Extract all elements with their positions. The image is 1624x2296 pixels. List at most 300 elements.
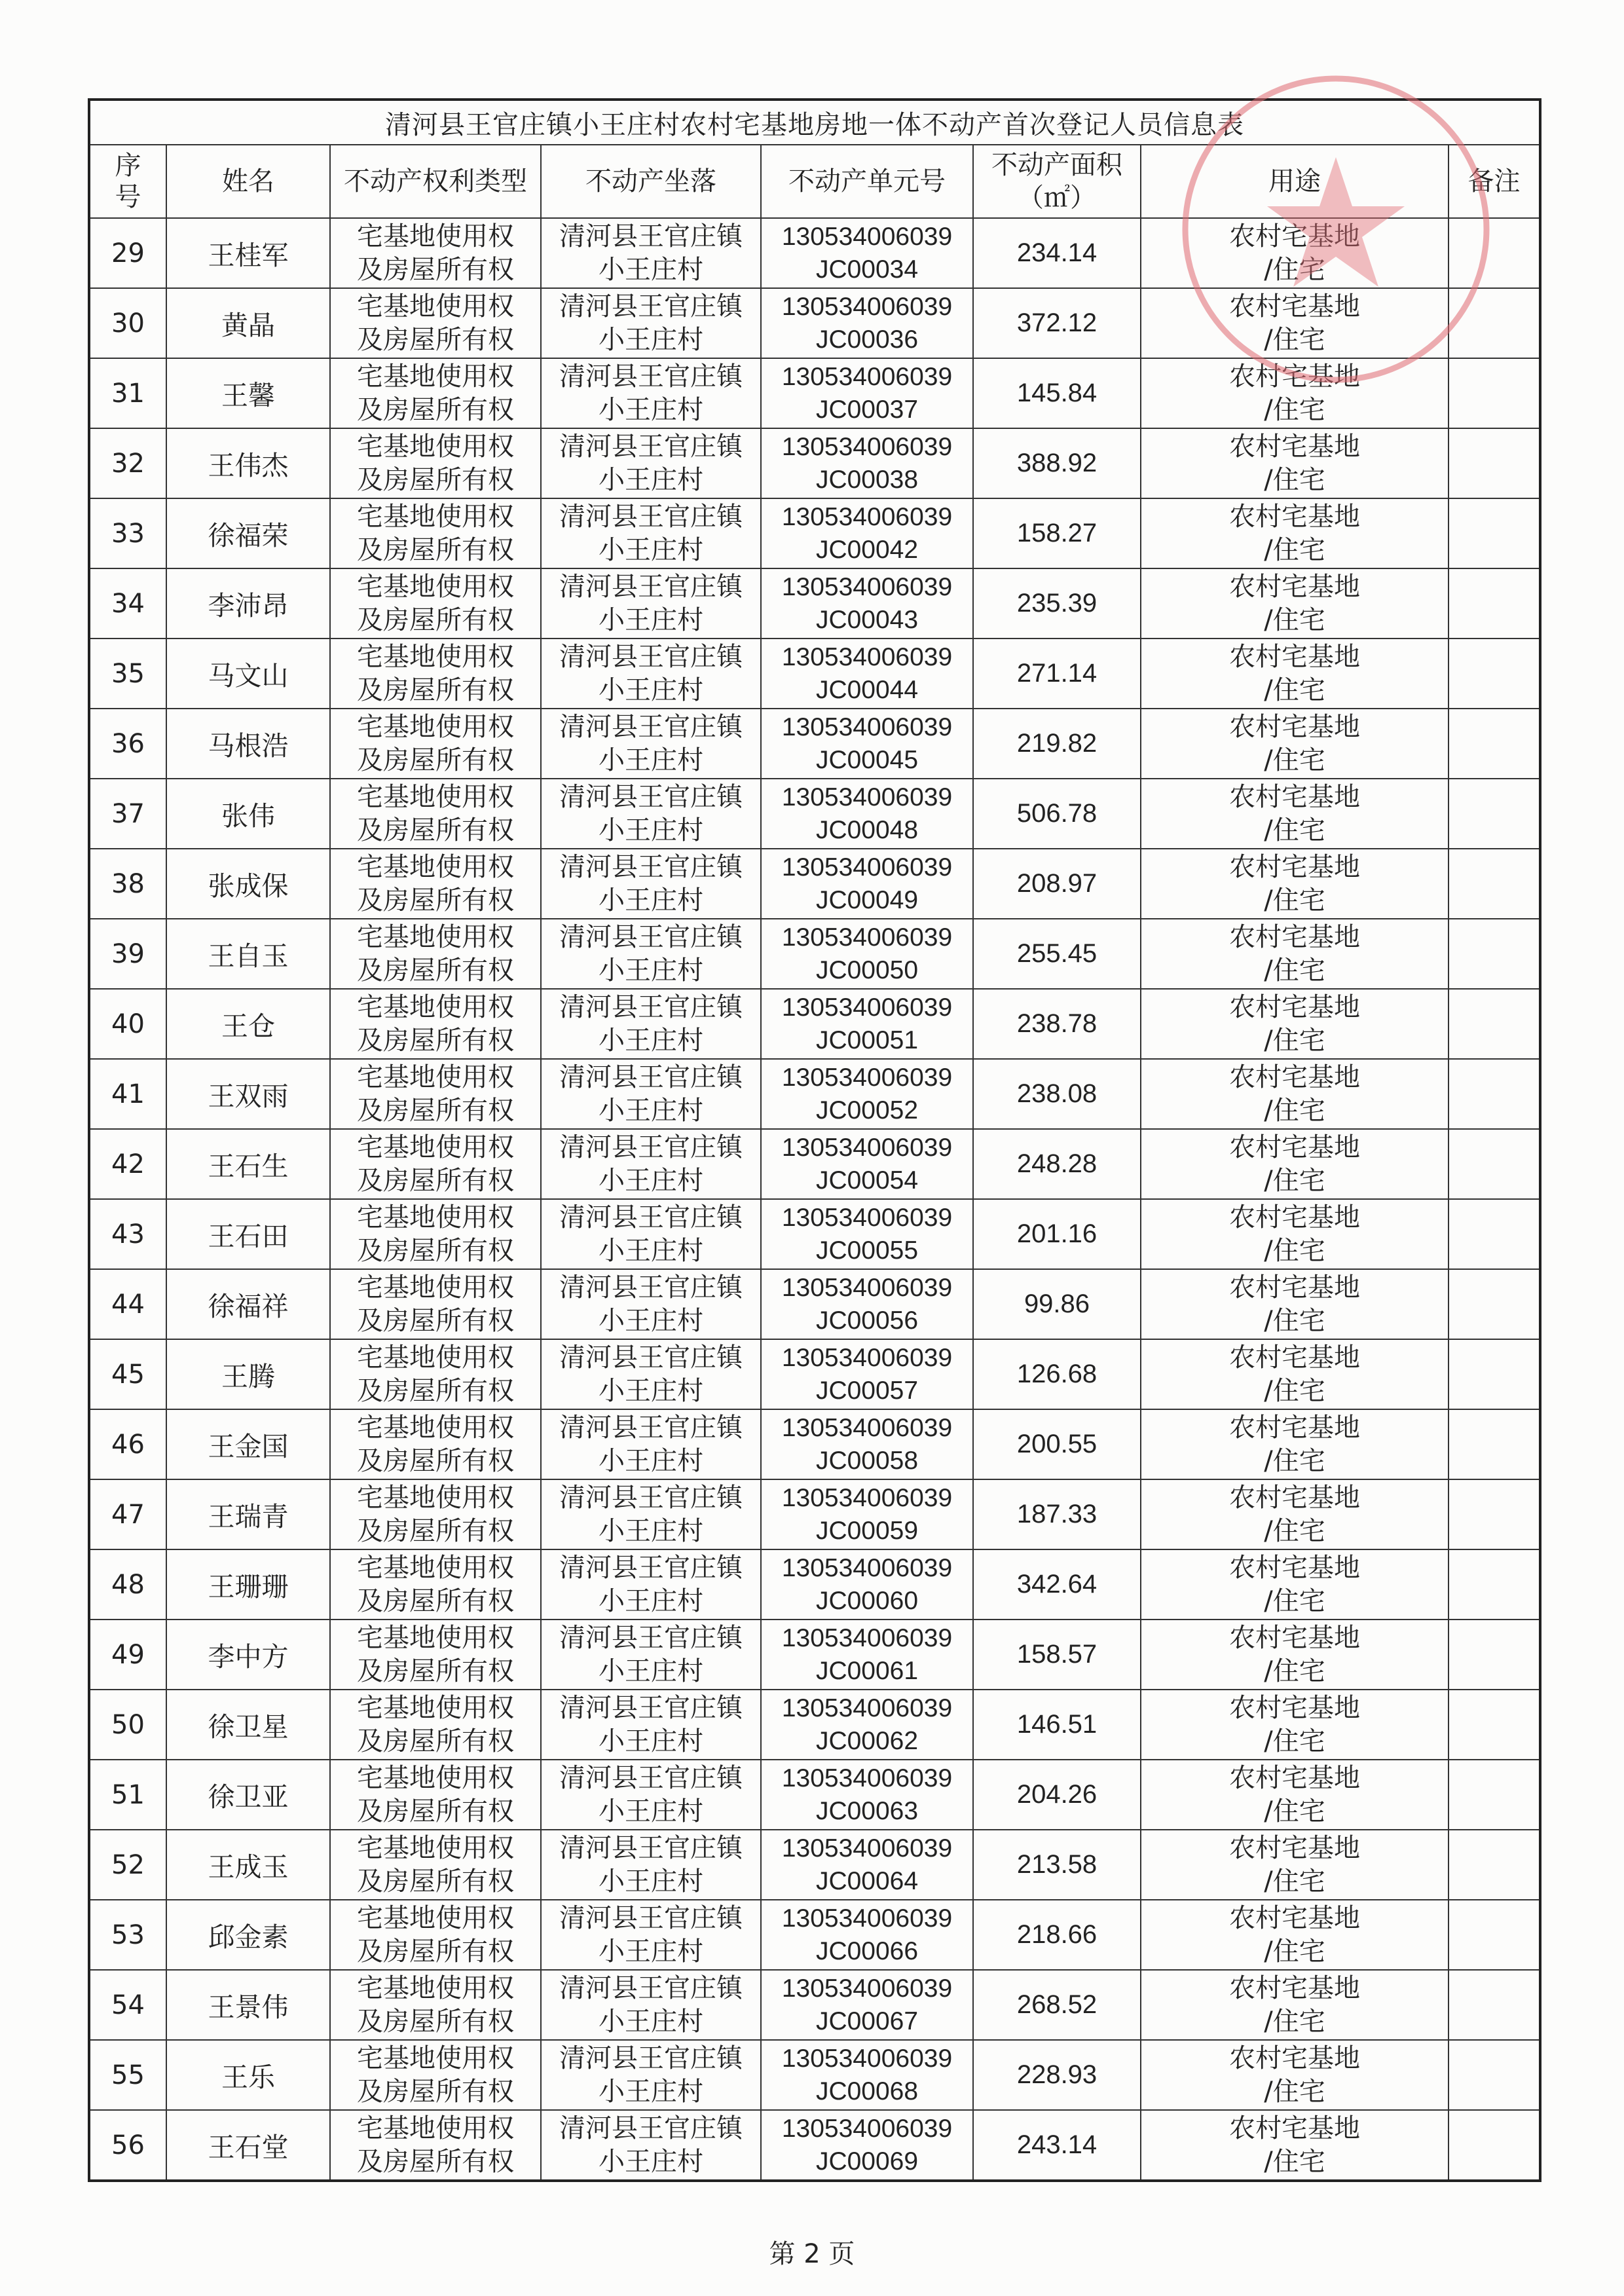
row-remark [1449, 1129, 1540, 1199]
right-type-line2: 及房屋所有权 [357, 1585, 514, 1616]
right-type-line1: 宅基地使用权 [357, 1552, 514, 1583]
right-type-line1: 宅基地使用权 [357, 711, 514, 742]
unit-no-line2: JC00061 [815, 1656, 919, 1685]
right-type-line1: 宅基地使用权 [357, 361, 514, 392]
right-type-line1: 宅基地使用权 [357, 1132, 514, 1162]
location-line1: 清河县王官庄镇 [559, 1832, 743, 1863]
usage-line2: /住宅 [1264, 1656, 1325, 1686]
right-type-line1: 宅基地使用权 [357, 1062, 514, 1092]
location-line1: 清河县王官庄镇 [559, 641, 743, 672]
unit-no-line1: 130534006039 [781, 1623, 953, 1652]
usage-line1: 农村宅基地 [1229, 361, 1360, 392]
row-remark [1449, 1269, 1540, 1339]
usage-line2: /住宅 [1264, 1445, 1325, 1476]
location-line2: 小王庄村 [599, 1656, 703, 1686]
location-line1: 清河县王官庄镇 [559, 1412, 743, 1443]
row-right-type [330, 1269, 541, 1339]
location-line1: 清河县王官庄镇 [559, 991, 743, 1022]
right-type-line1: 宅基地使用权 [357, 991, 514, 1022]
unit-no-line1: 130534006039 [781, 1764, 953, 1792]
usage-line2: /住宅 [1264, 1025, 1325, 1056]
location-line2: 小王庄村 [599, 394, 703, 425]
unit-no-line1: 130534006039 [781, 1904, 953, 1933]
right-type-line1: 宅基地使用权 [357, 1202, 514, 1232]
unit-no-line2: JC00066 [815, 1936, 919, 1965]
row-usage [1141, 428, 1449, 498]
right-type-line1: 宅基地使用权 [357, 1692, 514, 1723]
location-line1: 清河县王官庄镇 [559, 2113, 743, 2143]
row-area: 158.57 [973, 1620, 1141, 1690]
table-title: 清河县王官庄镇小王庄村农村宅基地房地一体不动产首次登记人员信息表 [89, 100, 1540, 145]
table-row [89, 2040, 1540, 2110]
unit-no-line1: 130534006039 [781, 572, 953, 601]
unit-no-line2: JC00034 [815, 255, 919, 284]
right-type-line1: 宅基地使用权 [357, 291, 514, 322]
row-name: 王馨 [166, 358, 330, 428]
location-line1: 清河县王官庄镇 [559, 781, 743, 812]
row-unit-no [761, 1970, 973, 2040]
row-location [541, 358, 761, 428]
unit-no-line2: JC00058 [815, 1446, 919, 1475]
row-remark [1449, 288, 1540, 358]
row-location [541, 1479, 761, 1549]
unit-no-line1: 130534006039 [781, 1133, 953, 1162]
row-no: 46 [89, 1409, 166, 1479]
row-area: 126.68 [973, 1339, 1141, 1409]
right-type-line2: 及房屋所有权 [357, 2146, 514, 2177]
row-no: 37 [89, 779, 166, 849]
row-area: 208.97 [973, 849, 1141, 919]
row-location [541, 2110, 761, 2181]
row-usage [1141, 1409, 1449, 1479]
unit-no-line1: 130534006039 [781, 1974, 953, 2003]
location-line2: 小王庄村 [599, 1585, 703, 1616]
usage-line1: 农村宅基地 [1229, 1272, 1360, 1303]
usage-line2: /住宅 [1264, 1235, 1325, 1266]
row-area: 342.64 [973, 1549, 1141, 1620]
location-line2: 小王庄村 [599, 1025, 703, 1056]
location-line2: 小王庄村 [599, 1305, 703, 1336]
location-line1: 清河县王官庄镇 [559, 1202, 743, 1232]
table-row [89, 1479, 1540, 1549]
row-name: 黄晶 [166, 288, 330, 358]
row-unit-no [761, 709, 973, 779]
right-type-line2: 及房屋所有权 [357, 534, 514, 565]
row-area: 200.55 [973, 1409, 1141, 1479]
usage-line2: /住宅 [1264, 1726, 1325, 1756]
right-type-line1: 宅基地使用权 [357, 221, 514, 251]
row-remark [1449, 498, 1540, 568]
usage-line1: 农村宅基地 [1229, 1832, 1360, 1863]
row-name: 张成保 [166, 849, 330, 919]
row-name: 王石田 [166, 1199, 330, 1269]
row-right-type [330, 1479, 541, 1549]
table-row [89, 639, 1540, 709]
row-remark [1449, 358, 1540, 428]
row-no: 53 [89, 1900, 166, 1970]
location-line2: 小王庄村 [599, 534, 703, 565]
usage-line1: 农村宅基地 [1229, 221, 1360, 251]
right-type-line2: 及房屋所有权 [357, 675, 514, 705]
row-usage [1141, 2110, 1449, 2181]
unit-no-line1: 130534006039 [781, 713, 953, 741]
right-type-line1: 宅基地使用权 [357, 1762, 514, 1793]
row-no: 44 [89, 1269, 166, 1339]
row-remark [1449, 1970, 1540, 2040]
table-row [89, 1199, 1540, 1269]
header-area: 不动产面积（㎡） [973, 145, 1141, 218]
right-type-line2: 及房屋所有权 [357, 1375, 514, 1406]
unit-no-line2: JC00037 [815, 395, 919, 424]
row-right-type [330, 1900, 541, 1970]
row-no: 48 [89, 1549, 166, 1620]
unit-no-line2: JC00064 [815, 1866, 919, 1895]
location-line1: 清河县王官庄镇 [559, 571, 743, 602]
unit-no-line1: 130534006039 [781, 1063, 953, 1092]
location-line1: 清河县王官庄镇 [559, 1972, 743, 2003]
location-line2: 小王庄村 [599, 1936, 703, 1967]
row-name: 王瑞青 [166, 1479, 330, 1549]
row-right-type [330, 1409, 541, 1479]
row-remark [1449, 1059, 1540, 1129]
right-type-line2: 及房屋所有权 [357, 254, 514, 285]
row-no: 42 [89, 1129, 166, 1199]
usage-line1: 农村宅基地 [1229, 1342, 1360, 1373]
row-remark [1449, 989, 1540, 1059]
table-row [89, 1129, 1540, 1199]
table-row [89, 709, 1540, 779]
table-row [89, 1690, 1540, 1760]
location-line2: 小王庄村 [599, 1165, 703, 1196]
right-type-line2: 及房屋所有权 [357, 1866, 514, 1897]
unit-no-line2: JC00056 [815, 1306, 919, 1335]
table-row [89, 568, 1540, 639]
right-type-line1: 宅基地使用权 [357, 641, 514, 672]
row-remark [1449, 709, 1540, 779]
row-no: 43 [89, 1199, 166, 1269]
table-row [89, 1059, 1540, 1129]
unit-no-line2: JC00052 [815, 1096, 919, 1124]
row-area: 99.86 [973, 1269, 1141, 1339]
usage-line2: /住宅 [1264, 2006, 1325, 2037]
right-type-line2: 及房屋所有权 [357, 1305, 514, 1336]
row-area: 271.14 [973, 639, 1141, 709]
row-remark [1449, 1900, 1540, 1970]
row-unit-no [761, 498, 973, 568]
header-right-type: 不动产权利类型 [330, 145, 541, 218]
usage-line1: 农村宅基地 [1229, 2043, 1360, 2073]
usage-line2: /住宅 [1264, 885, 1325, 916]
row-location [541, 989, 761, 1059]
table-row [89, 428, 1540, 498]
usage-line1: 农村宅基地 [1229, 1132, 1360, 1162]
row-location [541, 498, 761, 568]
unit-no-line2: JC00043 [815, 605, 919, 634]
unit-no-line1: 130534006039 [781, 853, 953, 881]
row-area: 372.12 [973, 288, 1141, 358]
row-unit-no [761, 2110, 973, 2181]
row-unit-no [761, 1760, 973, 1830]
unit-no-line1: 130534006039 [781, 1413, 953, 1442]
row-name: 徐福荣 [166, 498, 330, 568]
table-row [89, 218, 1540, 288]
location-line2: 小王庄村 [599, 2006, 703, 2037]
row-remark [1449, 1409, 1540, 1479]
unit-no-line2: JC00044 [815, 675, 919, 704]
unit-no-line1: 130534006039 [781, 1694, 953, 1722]
row-area: 145.84 [973, 358, 1141, 428]
row-remark [1449, 1479, 1540, 1549]
table-body [89, 218, 1540, 2181]
registration-table [88, 98, 1541, 2182]
unit-no-line1: 130534006039 [781, 1553, 953, 1582]
row-remark [1449, 639, 1540, 709]
row-remark [1449, 1620, 1540, 1690]
row-location [541, 919, 761, 989]
unit-no-line2: JC00063 [815, 1796, 919, 1825]
location-line2: 小王庄村 [599, 254, 703, 285]
right-type-line2: 及房屋所有权 [357, 1796, 514, 1826]
unit-no-line2: JC00048 [815, 815, 919, 844]
table-row [89, 849, 1540, 919]
row-right-type [330, 568, 541, 639]
unit-no-line1: 130534006039 [781, 2044, 953, 2073]
row-unit-no [761, 1620, 973, 1690]
row-usage [1141, 1690, 1449, 1760]
location-line2: 小王庄村 [599, 1866, 703, 1897]
page-number: 第 2 页 [769, 2239, 855, 2269]
usage-line1: 农村宅基地 [1229, 1062, 1360, 1092]
row-no: 55 [89, 2040, 166, 2110]
row-no: 54 [89, 1970, 166, 2040]
row-no: 40 [89, 989, 166, 1059]
table-row [89, 1760, 1540, 1830]
usage-line2: /住宅 [1264, 394, 1325, 425]
right-type-line1: 宅基地使用权 [357, 1342, 514, 1373]
row-location [541, 1900, 761, 1970]
unit-no-line2: JC00057 [815, 1376, 919, 1405]
row-right-type [330, 288, 541, 358]
row-unit-no [761, 919, 973, 989]
right-type-line1: 宅基地使用权 [357, 431, 514, 462]
row-usage [1141, 1549, 1449, 1620]
row-area: 248.28 [973, 1129, 1141, 1199]
row-right-type [330, 428, 541, 498]
row-remark [1449, 2110, 1540, 2181]
right-type-line2: 及房屋所有权 [357, 1095, 514, 1126]
usage-line2: /住宅 [1264, 1585, 1325, 1616]
location-line1: 清河县王官庄镇 [559, 361, 743, 392]
right-type-line1: 宅基地使用权 [357, 1972, 514, 2003]
unit-no-line2: JC00055 [815, 1236, 919, 1265]
row-location [541, 1760, 761, 1830]
row-unit-no [761, 1199, 973, 1269]
header-no: 序号 [89, 145, 166, 218]
usage-line2: /住宅 [1264, 2146, 1325, 2177]
row-area: 243.14 [973, 2110, 1141, 2181]
row-right-type [330, 2110, 541, 2181]
location-line1: 清河县王官庄镇 [559, 1132, 743, 1162]
unit-no-line2: JC00050 [815, 955, 919, 984]
location-line2: 小王庄村 [599, 1796, 703, 1826]
row-name: 李中方 [166, 1620, 330, 1690]
row-right-type [330, 849, 541, 919]
location-line1: 清河县王官庄镇 [559, 501, 743, 532]
row-no: 51 [89, 1760, 166, 1830]
row-no: 41 [89, 1059, 166, 1129]
table-row [89, 1970, 1540, 2040]
row-location [541, 709, 761, 779]
location-line1: 清河县王官庄镇 [559, 921, 743, 952]
row-area: 219.82 [973, 709, 1141, 779]
row-unit-no [761, 1830, 973, 1900]
row-no: 38 [89, 849, 166, 919]
row-unit-no [761, 218, 973, 288]
row-right-type [330, 779, 541, 849]
unit-no-line2: JC00045 [815, 745, 919, 774]
location-line1: 清河县王官庄镇 [559, 291, 743, 322]
row-usage [1141, 1129, 1449, 1199]
location-line2: 小王庄村 [599, 1095, 703, 1126]
row-remark [1449, 2040, 1540, 2110]
usage-line1: 农村宅基地 [1229, 571, 1360, 602]
table-row [89, 1830, 1540, 1900]
row-right-type [330, 1970, 541, 2040]
row-no: 33 [89, 498, 166, 568]
location-line1: 清河县王官庄镇 [559, 1692, 743, 1723]
row-right-type [330, 1059, 541, 1129]
row-right-type [330, 1129, 541, 1199]
row-name: 王桂军 [166, 218, 330, 288]
location-line1: 清河县王官庄镇 [559, 1062, 743, 1092]
usage-line1: 农村宅基地 [1229, 991, 1360, 1022]
row-name: 邱金素 [166, 1900, 330, 1970]
row-no: 31 [89, 358, 166, 428]
usage-line1: 农村宅基地 [1229, 1482, 1360, 1513]
usage-line2: /住宅 [1264, 464, 1325, 495]
row-right-type [330, 1690, 541, 1760]
table-row [89, 358, 1540, 428]
row-unit-no [761, 1409, 973, 1479]
usage-line2: /住宅 [1264, 675, 1325, 705]
row-remark [1449, 428, 1540, 498]
row-area: 218.66 [973, 1900, 1141, 1970]
usage-line2: /住宅 [1264, 2076, 1325, 2107]
location-line2: 小王庄村 [599, 2146, 703, 2177]
row-usage [1141, 1199, 1449, 1269]
row-location [541, 1970, 761, 2040]
usage-line1: 农村宅基地 [1229, 921, 1360, 952]
location-line1: 清河县王官庄镇 [559, 2043, 743, 2073]
usage-line1: 农村宅基地 [1229, 1412, 1360, 1443]
row-location [541, 1620, 761, 1690]
usage-line1: 农村宅基地 [1229, 1202, 1360, 1232]
unit-no-line1: 130534006039 [781, 1203, 953, 1232]
row-area: 238.08 [973, 1059, 1141, 1129]
header-remark: 备注 [1449, 145, 1540, 218]
row-unit-no [761, 1549, 973, 1620]
right-type-line1: 宅基地使用权 [357, 1482, 514, 1513]
row-remark [1449, 218, 1540, 288]
row-right-type [330, 639, 541, 709]
row-area: 234.14 [973, 218, 1141, 288]
row-unit-no [761, 1690, 973, 1760]
location-line1: 清河县王官庄镇 [559, 1902, 743, 1933]
row-usage [1141, 1479, 1449, 1549]
usage-line2: /住宅 [1264, 1095, 1325, 1126]
right-type-line1: 宅基地使用权 [357, 2113, 514, 2143]
row-name: 王伟杰 [166, 428, 330, 498]
row-usage [1141, 779, 1449, 849]
location-line2: 小王庄村 [599, 2076, 703, 2107]
row-right-type [330, 1199, 541, 1269]
right-type-line2: 及房屋所有权 [357, 324, 514, 355]
right-type-line2: 及房屋所有权 [357, 1936, 514, 1967]
right-type-line2: 及房屋所有权 [357, 394, 514, 425]
unit-no-line2: JC00038 [815, 465, 919, 494]
unit-no-line1: 130534006039 [781, 1343, 953, 1372]
row-right-type [330, 1830, 541, 1900]
row-unit-no [761, 639, 973, 709]
usage-line1: 农村宅基地 [1229, 711, 1360, 742]
right-type-line1: 宅基地使用权 [357, 571, 514, 602]
row-usage [1141, 1970, 1449, 2040]
location-line1: 清河县王官庄镇 [559, 851, 743, 882]
right-type-line2: 及房屋所有权 [357, 1515, 514, 1546]
usage-line2: /住宅 [1264, 1305, 1325, 1336]
row-right-type [330, 358, 541, 428]
usage-line1: 农村宅基地 [1229, 431, 1360, 462]
row-location [541, 1339, 761, 1409]
row-name: 王仓 [166, 989, 330, 1059]
table-row [89, 288, 1540, 358]
row-unit-no [761, 2040, 973, 2110]
usage-line1: 农村宅基地 [1229, 291, 1360, 322]
unit-no-line2: JC00054 [815, 1166, 919, 1194]
row-usage [1141, 1900, 1449, 1970]
unit-no-line2: JC00069 [815, 2147, 919, 2176]
unit-no-line1: 130534006039 [781, 642, 953, 671]
row-location [541, 218, 761, 288]
row-area: 238.78 [973, 989, 1141, 1059]
row-no: 56 [89, 2110, 166, 2181]
row-right-type [330, 989, 541, 1059]
row-no: 47 [89, 1479, 166, 1549]
unit-no-line1: 130534006039 [781, 502, 953, 531]
row-usage [1141, 1760, 1449, 1830]
table-row [89, 919, 1540, 989]
row-area: 255.45 [973, 919, 1141, 989]
row-name: 马根浩 [166, 709, 330, 779]
unit-no-line1: 130534006039 [781, 1834, 953, 1862]
location-line1: 清河县王官庄镇 [559, 1622, 743, 1653]
usage-line2: /住宅 [1264, 254, 1325, 285]
row-name: 王双雨 [166, 1059, 330, 1129]
location-line1: 清河县王官庄镇 [559, 431, 743, 462]
row-unit-no [761, 568, 973, 639]
usage-line1: 农村宅基地 [1229, 1902, 1360, 1933]
table-row [89, 1549, 1540, 1620]
row-no: 39 [89, 919, 166, 989]
row-usage [1141, 919, 1449, 989]
right-type-line2: 及房屋所有权 [357, 1235, 514, 1266]
row-name: 徐卫星 [166, 1690, 330, 1760]
row-right-type [330, 1549, 541, 1620]
location-line1: 清河县王官庄镇 [559, 1552, 743, 1583]
row-location [541, 2040, 761, 2110]
right-type-line2: 及房屋所有权 [357, 2076, 514, 2107]
location-line2: 小王庄村 [599, 1375, 703, 1406]
